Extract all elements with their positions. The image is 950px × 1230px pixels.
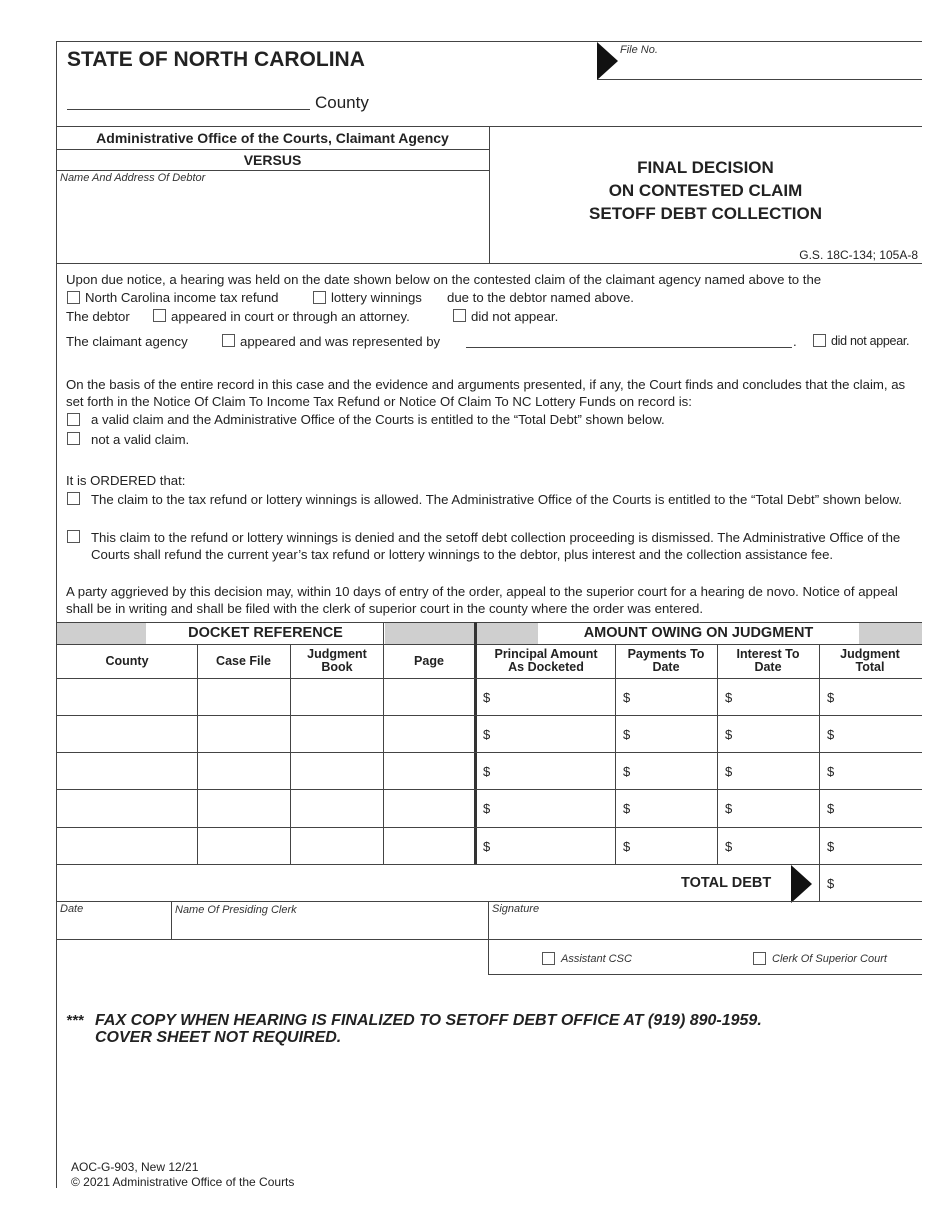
left-border [56,41,57,1188]
amount-header-shade-right [859,623,922,644]
principal-dollar: $ [483,727,491,742]
total-dollar: $ [827,801,835,816]
row-line-3 [56,789,922,790]
total-debt-line [56,901,922,902]
agency-not-appear-checkbox[interactable] [813,334,826,347]
debtor-appeared-label: appeared in court or through an attorney. [171,309,410,324]
not-valid-claim-checkbox[interactable] [67,432,80,445]
total-debt-label: TOTAL DEBT [681,875,772,891]
row-line-2 [56,752,922,753]
debtor-status-label: The debtor [66,309,130,324]
assistant-csc-label: Assistant CSC [561,953,632,965]
principal-dollar: $ [483,801,491,816]
tax-refund-label: North Carolina income tax refund [85,290,279,305]
payments-dollar: $ [623,839,631,854]
amount-owing-header: AMOUNT OWING ON JUDGMENT [583,625,814,641]
principal-dollar: $ [483,764,491,779]
claim-allowed-label: The claim to the tax refund or lottery winnings is allowed. The Administrative Office of the Courts is entitled to the “Total Debt” shown below. [91,492,902,507]
docket-header-shade-left [57,623,146,644]
assistant-csc-checkbox[interactable] [542,952,555,965]
signature-divider [488,901,489,974]
payments-dollar: $ [623,727,631,742]
debtor-not-appear-label: did not appear. [471,309,559,324]
order-heading: It is ORDERED that: [66,473,186,488]
title-line-2: ON CONTESTED CLAIM [608,181,803,200]
title-choice-line [488,974,922,975]
agency-represented-label: appeared and was represented by [240,334,441,349]
claimant-agency: Administrative Office of the Courts, Claimant Agency [96,130,449,146]
representative-line[interactable] [466,347,792,348]
payments-dollar: $ [623,764,631,779]
claim-denied-label: This claim to the refund or lottery winnings is denied and the setoff debt collection proceeding is dismissed. The Administrative Office of the Courts shall refund the current year’s tax refund or lottery winnings to the debtor, plus interest and the collection assistance fee. [91,530,901,562]
date-divider [171,901,172,939]
col-payments-to-date: Payments To Date [627,647,705,674]
statute-reference: G.S. 18C-134; 105A-8 [799,248,918,262]
title-line-3: SETOFF DEBT COLLECTION [589,204,822,223]
lottery-checkbox[interactable] [313,291,326,304]
col-divider-4 [474,622,477,865]
title-line-1: FINAL DECISION [637,158,774,177]
fax-stars: *** [66,1012,84,1029]
clerk-superior-checkbox[interactable] [753,952,766,965]
findings-intro: On the basis of the entire record in this case and the evidence and arguments presented, if any, the Court finds and concludes that the claim, as set forth in the Notice Of Claim To Income Tax Refund or Notice Of Claim To NC Lottery Funds on record is: [66,377,906,409]
state-title: STATE OF NORTH CAROLINA [67,48,365,71]
col-county: County [105,654,149,668]
agency-not-appear-label: did not appear. [831,334,910,348]
copyright: © 2021 Administrative Office of the Courts [71,1175,295,1189]
date-label: Date [60,903,84,915]
versus-label: VERSUS [243,152,302,168]
col-page: Page [414,654,444,668]
col-case-file: Case File [216,654,271,668]
total-dollar: $ [827,764,835,779]
tax-refund-checkbox[interactable] [67,291,80,304]
interest-dollar: $ [725,839,733,854]
principal-dollar: $ [483,690,491,705]
fax-line-2: COVER SHEET NOT REQUIRED. [95,1029,342,1046]
not-valid-claim-label: not a valid claim. [91,432,190,447]
agency-appeared-checkbox[interactable] [222,334,235,347]
principal-dollar: $ [483,839,491,854]
agency-period: . [793,334,797,349]
signature-line [56,939,922,940]
valid-claim-label: a valid claim and the Administrative Office of the Courts is entitled to the “Total Debt” shown below. [91,412,665,427]
top-border [56,41,922,42]
claimant-line [56,149,489,150]
versus-line [56,170,489,171]
signature-label: Signature [492,903,540,915]
payments-dollar: $ [623,801,631,816]
debtor-not-appear-checkbox[interactable] [453,309,466,322]
interest-dollar: $ [725,727,733,742]
debtor-label: Name And Address Of Debtor [60,172,206,184]
interest-dollar: $ [725,801,733,816]
col-interest-to-date: Interest To Date [736,647,800,674]
due-to-debtor-text: due to the debtor named above. [447,290,634,305]
total-debt-arrow-icon [791,865,812,903]
header-bottom-line [56,263,922,264]
col-judgment-total: Judgment Total [840,647,900,674]
county-label: County [315,93,369,112]
claim-allowed-checkbox[interactable] [67,492,80,505]
fax-line-1: FAX COPY WHEN HEARING IS FINALIZED TO SETOFF DEBT OFFICE AT (919) 890-1959. [95,1012,762,1029]
form-title [489,156,922,225]
file-no-arrow-icon [597,42,618,80]
lottery-label: lottery winnings [331,290,422,305]
payments-dollar: $ [623,690,631,705]
hearing-intro: Upon due notice, a hearing was held on the date shown below on the contested claim of the claimant agency named above to the [66,272,822,287]
clerk-superior-label: Clerk Of Superior Court [772,953,887,965]
claim-denied-checkbox[interactable] [67,530,80,543]
docket-header-shade-right [385,623,474,644]
presiding-clerk-label: Name Of Presiding Clerk [175,904,297,916]
total-dollar: $ [827,727,835,742]
col-divider-3 [383,622,384,865]
amount-header-shade-left [477,623,538,644]
total-dollar: $ [827,839,835,854]
appeal-notice: A party aggrieved by this decision may, within 10 days of entry of the order, appeal to the superior court for a hearing de novo. Notice of appeal shall be in writing and shall be filed with the clerk of superior court in the county where the order was entered. [66,584,898,616]
total-dollar: $ [827,690,835,705]
file-no-line [597,79,922,80]
row-line-1 [56,715,922,716]
interest-dollar: $ [725,690,733,705]
row-line-4 [56,827,922,828]
col-principal-amount: Principal Amount As Docketed [494,647,598,674]
valid-claim-checkbox[interactable] [67,413,80,426]
agency-status-label: The claimant agency [66,334,188,349]
interest-dollar: $ [725,764,733,779]
total-debt-dollar[interactable]: $ [827,876,835,891]
county-line[interactable] [67,109,310,110]
form-id: AOC-G-903, New 12/21 [71,1160,199,1174]
file-no-label: File No. [620,44,658,56]
debtor-appeared-checkbox[interactable] [153,309,166,322]
docket-reference-header: DOCKET REFERENCE [188,625,343,641]
table-group-header-line [56,644,922,645]
col-judgment-book: Judgment Book [307,647,367,674]
row-line-0 [56,678,922,679]
fax-notice [95,1012,762,1046]
